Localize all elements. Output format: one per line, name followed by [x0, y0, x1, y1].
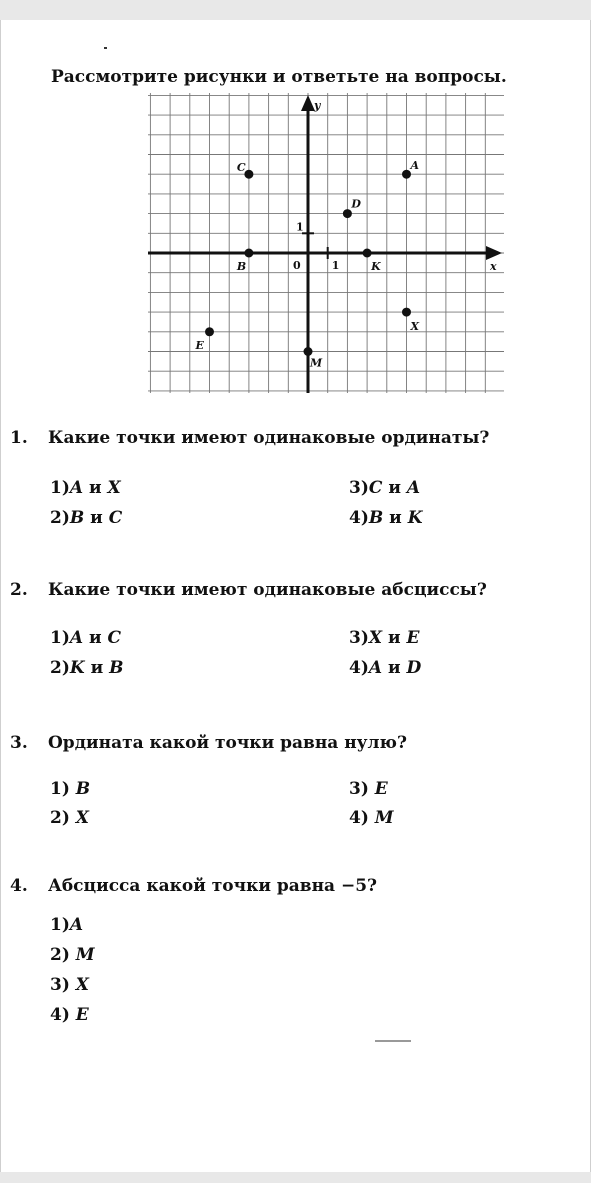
answer-option[interactable]: 3) E — [349, 779, 388, 799]
coordinate-plane — [148, 93, 504, 393]
y-unit-label: 1 — [296, 220, 304, 234]
answer-option[interactable]: 2)K и B — [50, 658, 124, 678]
print-mark — [375, 1040, 411, 1042]
answer-option[interactable]: 3) X — [50, 975, 89, 995]
coordinate-plane-svg — [148, 93, 504, 393]
point-label-c: C — [236, 161, 246, 175]
page-title: Рассмотрите рисунки и ответьте на вопросы. — [51, 67, 507, 87]
question-number: 4. — [10, 876, 28, 896]
answer-option[interactable]: 4) M — [349, 808, 394, 828]
x-axis-arrow — [486, 246, 502, 260]
answer-option[interactable]: 1)A и X — [50, 478, 121, 498]
question-text: Какие точки имеют одинаковые абсциссы? — [48, 580, 487, 600]
bottom-bar — [0, 1172, 591, 1183]
answer-option[interactable]: 2) X — [50, 808, 89, 828]
answer-option[interactable]: 1)A — [50, 915, 84, 935]
point-b — [244, 249, 253, 258]
point-label-x: X — [410, 320, 420, 334]
point-k — [363, 249, 372, 258]
point-m — [304, 347, 313, 356]
answer-option[interactable]: 2) M — [50, 945, 95, 965]
point-label-m: M — [310, 356, 323, 370]
answer-option[interactable]: 1) B — [50, 779, 91, 799]
question-2 — [10, 580, 487, 600]
page-left-edge — [0, 20, 1, 1172]
point-label-b: B — [236, 260, 247, 273]
question-number: 1. — [10, 428, 28, 448]
x-axis-label: x — [490, 260, 497, 273]
point-x — [402, 308, 411, 317]
top-bar — [0, 0, 591, 20]
point-label-d: D — [351, 197, 361, 211]
question-text: Абсцисса какой точки равна −5? — [48, 876, 378, 896]
y-axis-label: y — [314, 99, 321, 112]
question-3 — [10, 733, 407, 753]
answer-option[interactable]: 1)A и C — [50, 628, 122, 648]
point-e — [205, 327, 214, 336]
question-number: 3. — [10, 733, 28, 753]
answer-option[interactable]: 3)X и E — [349, 628, 420, 648]
answer-option[interactable]: 4)B и K — [349, 508, 423, 528]
x-unit-label: 1 — [331, 259, 340, 272]
answer-option[interactable]: 2)B и C — [50, 508, 123, 528]
question-text: Ордината какой точки равна нулю? — [48, 733, 407, 753]
answer-option[interactable]: 4) E — [50, 1005, 89, 1025]
question-4 — [10, 876, 377, 896]
question-text: Какие точки имеют одинаковые ординаты? — [48, 428, 490, 448]
point-label-e: E — [195, 338, 204, 352]
answer-option[interactable]: 4)A и D — [349, 658, 422, 678]
question-number: 2. — [10, 580, 28, 600]
point-label-k: K — [371, 260, 381, 273]
point-c — [244, 170, 253, 179]
question-1 — [10, 428, 489, 448]
print-mark — [104, 47, 107, 49]
origin-label: 0 — [293, 259, 301, 272]
y-axis-arrow — [301, 95, 315, 111]
answer-option[interactable]: 3)C и A — [349, 478, 421, 498]
point-label-a: A — [410, 159, 420, 173]
